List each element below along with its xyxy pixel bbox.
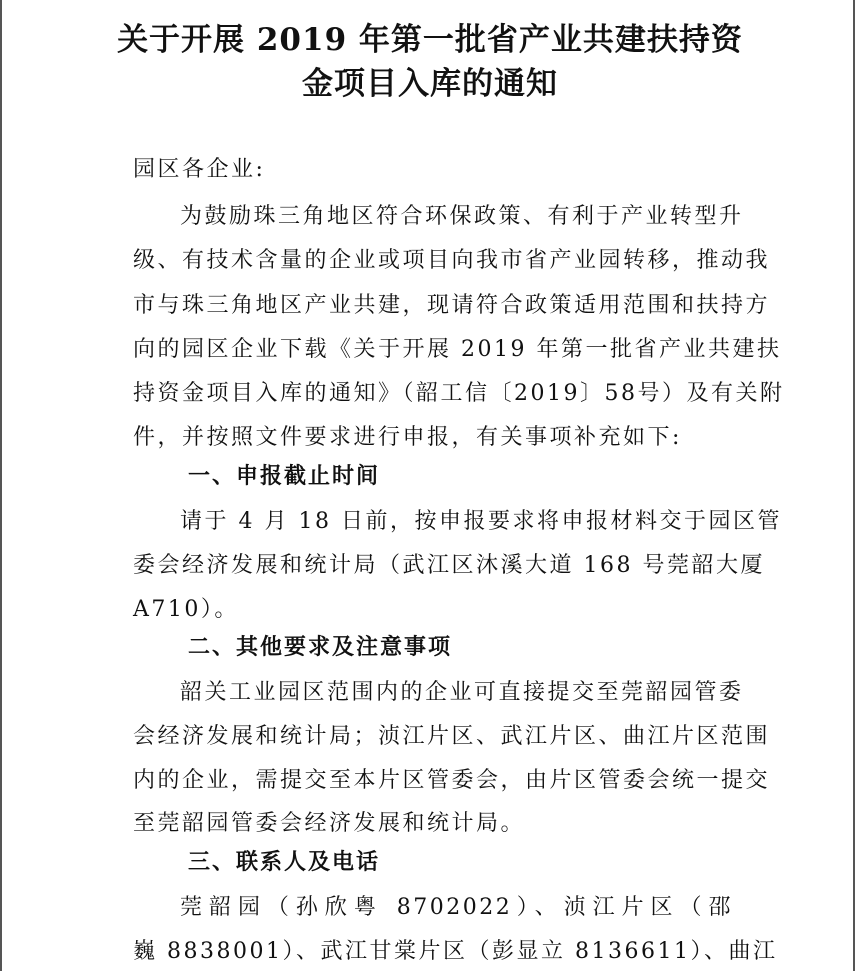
- document-title-line-2: 金项目入库的通知: [302, 66, 558, 102]
- section3-heading: 三、联系人及电话: [188, 850, 381, 875]
- section2-line-4: 至莞韶园管委会经济发展和统计局。: [133, 811, 526, 836]
- paragraph1-line-1: 为鼓励珠三角地区符合环保政策、有利于产业转型升: [180, 204, 744, 229]
- paragraph1-line-3: 市与珠三角地区产业共建，现请符合政策适用范围和扶持方: [133, 293, 771, 318]
- salutation: 园区各企业:: [133, 157, 266, 182]
- section3-line-1: 莞韶园（孙欣粤 8702022）、浈江片区（邵: [180, 895, 733, 920]
- section1-heading: 一、申报截止时间: [188, 464, 381, 489]
- paragraph1-line-2: 级、有技术含量的企业或项目向我市省产业园转移，推动我: [133, 248, 771, 273]
- document-title-line-1: 关于开展 2019 年第一批省产业共建扶持资: [117, 22, 743, 58]
- section2-line-3: 内的企业，需提交至本片区管委会，由片区管委会统一提交: [133, 768, 771, 793]
- paragraph1-line-4: 向的园区企业下载《关于开展 2019 年第一批省产业共建扶: [133, 337, 782, 362]
- section1-line-1: 请于 4 月 18 日前，按申报要求将申报材料交于园区管: [180, 509, 782, 534]
- section2-line-2: 会经济发展和统计局；浈江片区、武江片区、曲江片区范围: [133, 724, 771, 749]
- section3-line-2: 巍 8838001）、武江甘棠片区（彭显立 8136611）、曲江: [133, 939, 778, 964]
- section2-line-1: 韶关工业园区范围内的企业可直接提交至莞韶园管委: [180, 680, 744, 705]
- paragraph1-line-5: 持资金项目入库的通知》（韶工信〔2019〕58号）及有关附: [133, 381, 785, 406]
- section2-heading: 二、其他要求及注意事项: [188, 635, 453, 660]
- section1-line-3: A710）。: [133, 597, 239, 622]
- paragraph1-line-6: 件，并按照文件要求进行申报，有关事项补充如下:: [133, 425, 682, 450]
- section1-line-2: 委会经济发展和统计局（武江区沐溪大道 168 号莞韶大厦: [133, 553, 765, 578]
